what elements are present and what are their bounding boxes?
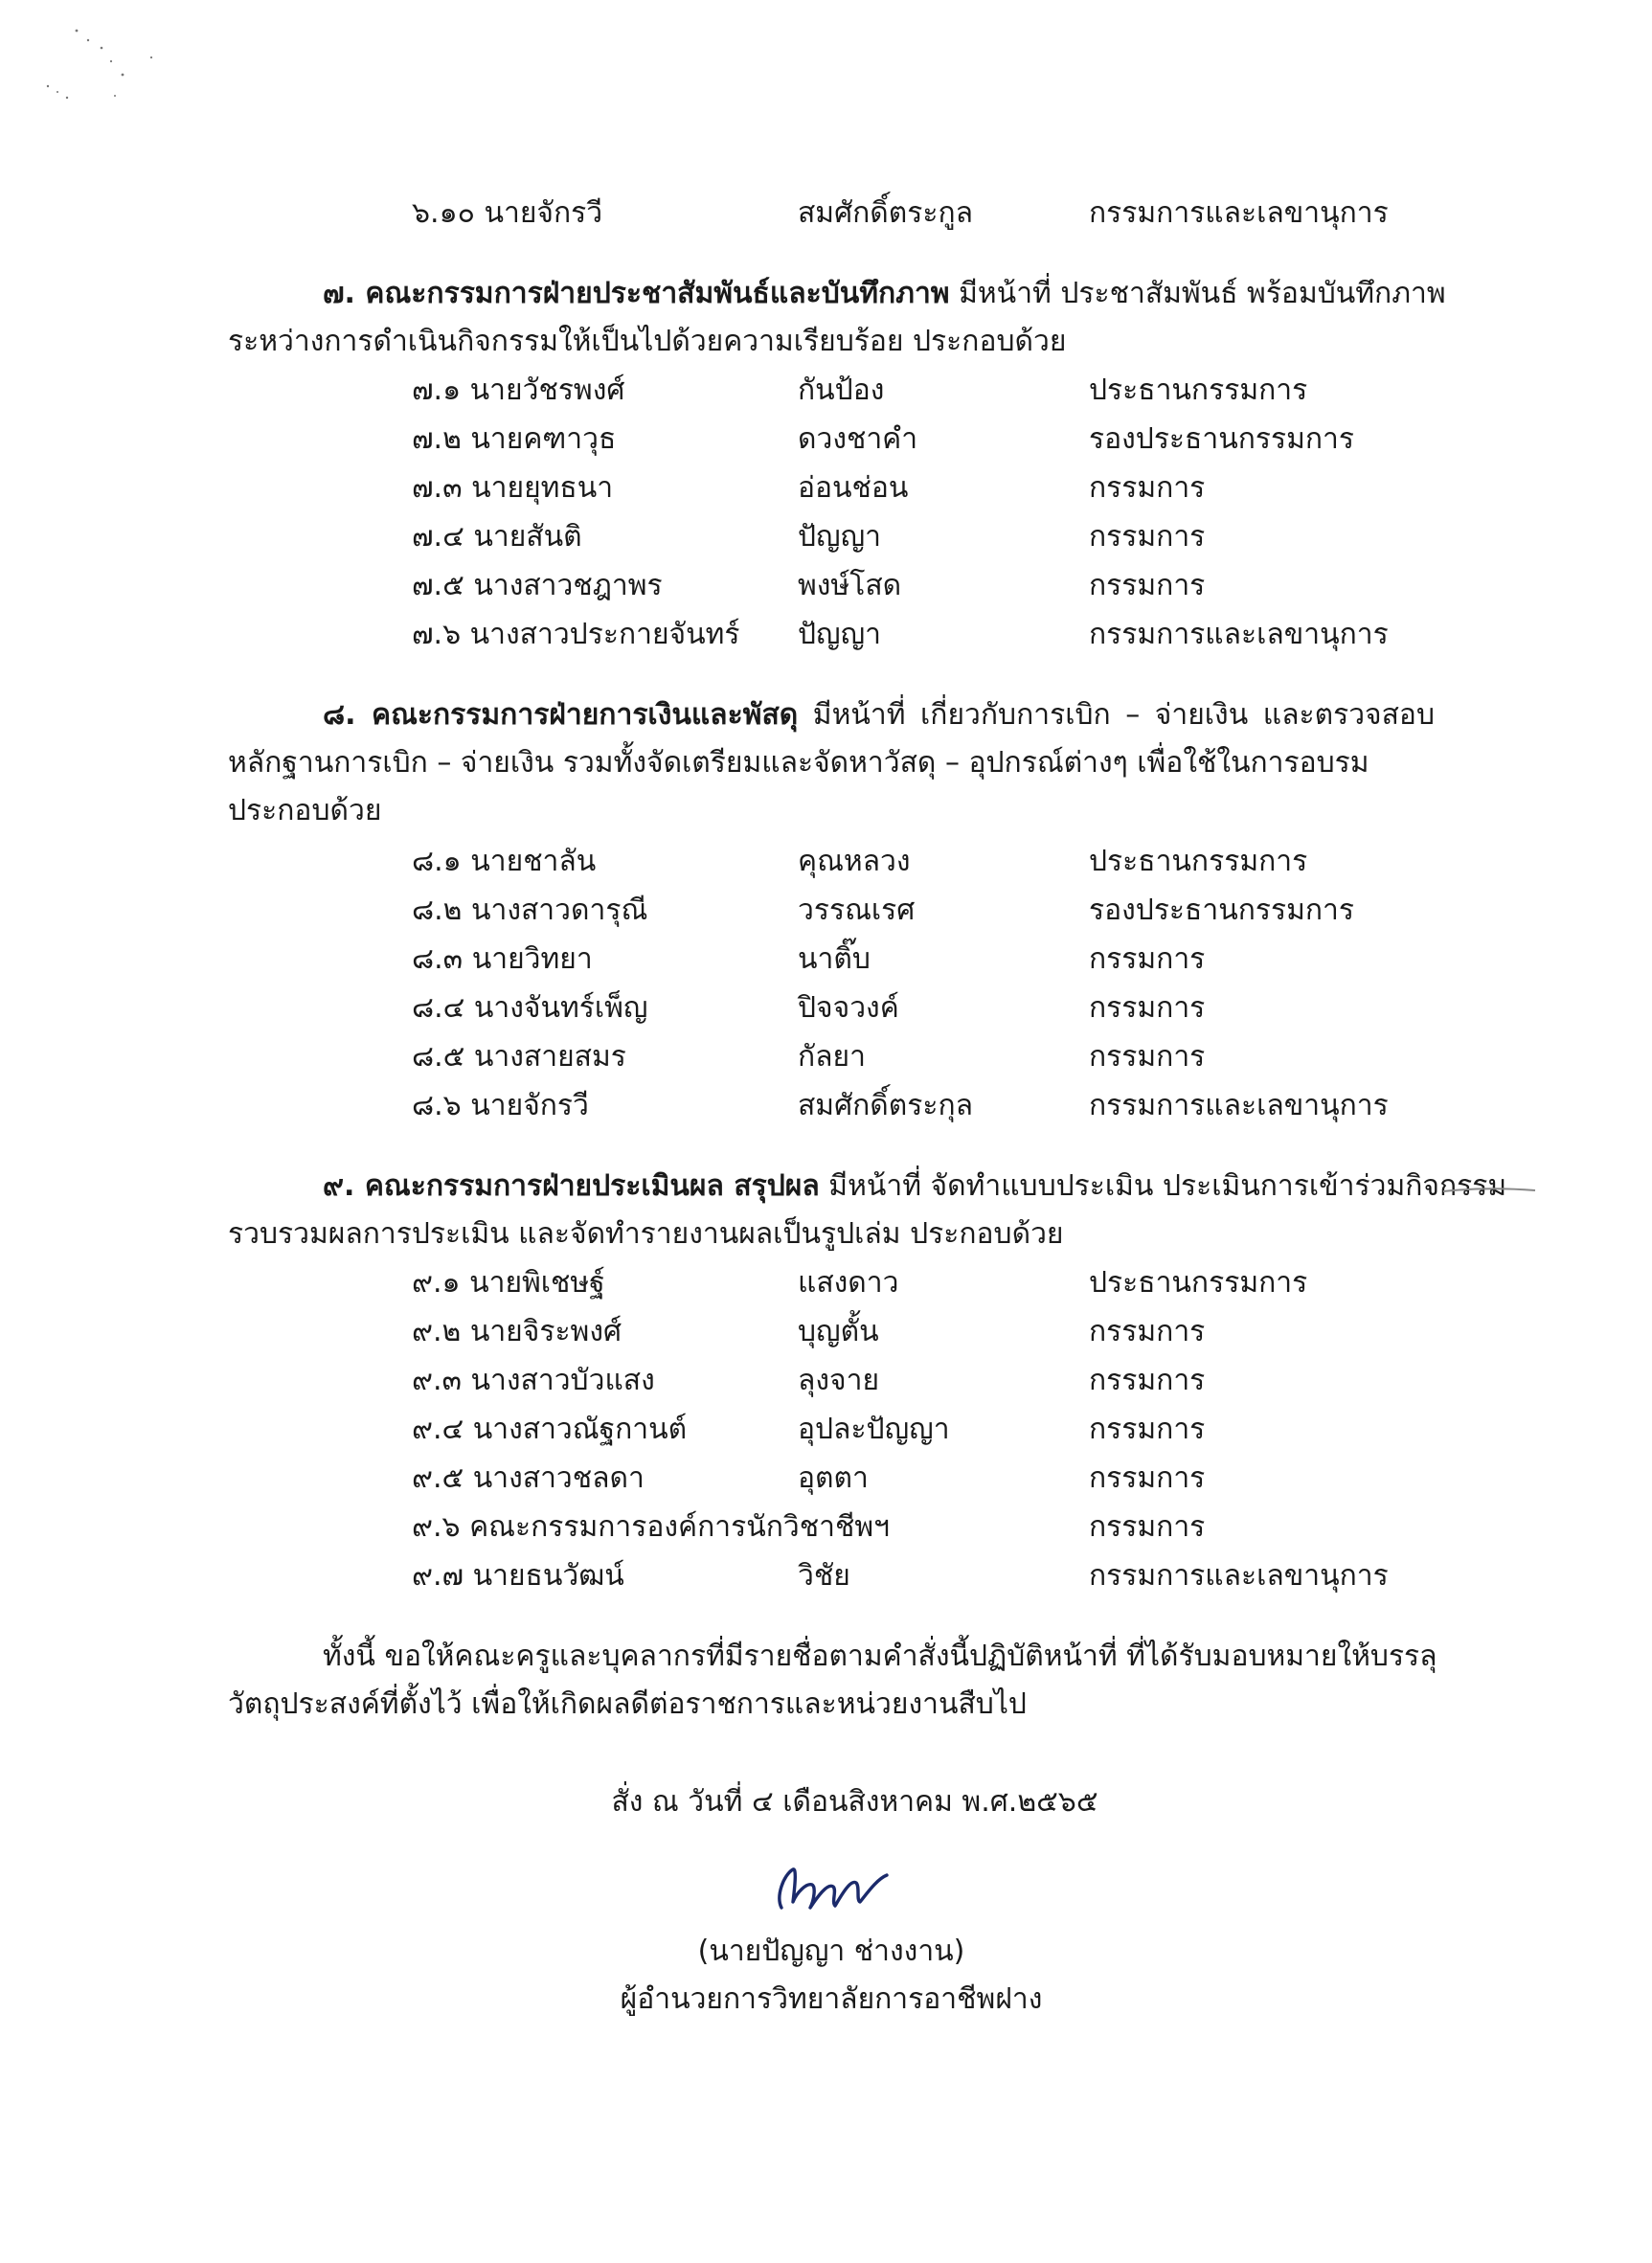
section-9-line-2: รวบรวมผลการประเมิน และจัดทำรายงานผลเป็นรูปเล่ม ประกอบด้วย bbox=[228, 1217, 1064, 1251]
member-name: ๗.๖ นางสาวประกายจันทร์ bbox=[412, 618, 740, 651]
section-9-paragraph bbox=[228, 1163, 1507, 1258]
member-surname: ปัญญา bbox=[798, 520, 882, 554]
section-8-line-3: ประกอบด้วย bbox=[228, 794, 382, 827]
signer-position: ผู้อำนวยการวิทยาลัยการอาชีพฝาง bbox=[620, 1982, 1043, 2016]
member-name: ๘.๒ นางสาวดารุณี bbox=[412, 894, 648, 927]
member-surname: นาติ๊บ bbox=[798, 942, 871, 976]
member-name: ๙.๔ นางสาวณัฐกานต์ bbox=[412, 1413, 688, 1446]
member-surname: ดวงชาคำ bbox=[798, 422, 918, 456]
member-name: ๗.๓ นายยุทธนา bbox=[412, 471, 614, 505]
member-role: กรรมการ bbox=[1089, 1461, 1206, 1495]
section-8-heading: ๘. คณะกรรมการฝ่ายการเงินและพัสดุ bbox=[323, 698, 799, 732]
closing-line-2: วัตถุประสงค์ที่ตั้งไว้ เพื่อให้เกิดผลดีต่อราชการและหน่วยงานสืบไป bbox=[228, 1687, 1027, 1721]
member-role: กรรมการ bbox=[1089, 1413, 1206, 1446]
member-name: ๘.๔ นางจันทร์เพ็ญ bbox=[412, 991, 648, 1025]
member-surname: บุญตั้น bbox=[798, 1315, 879, 1348]
member-name: ๙.๒ นายจิระพงศ์ bbox=[412, 1315, 622, 1348]
member-role: กรรมการและเลขานุการ bbox=[1089, 196, 1389, 230]
member-role: รองประธานกรรมการ bbox=[1089, 422, 1355, 456]
member-role: กรรมการ bbox=[1089, 520, 1206, 554]
member-surname: คุณหลวง bbox=[798, 845, 911, 878]
member-surname: วิชัย bbox=[798, 1559, 850, 1593]
signer-name: (นายปัญญา ช่างงาน) bbox=[697, 1935, 965, 1968]
order-date: สั่ง ณ วันที่ ๔ เดือนสิงหาคม พ.ศ.๒๕๖๕ bbox=[611, 1785, 1098, 1819]
section-7-heading: ๗. คณะกรรมการฝ่ายประชาสัมพันธ์และบันทึกภาพ bbox=[323, 277, 950, 310]
member-name: ๙.๗ นายธนวัฒน์ bbox=[412, 1559, 624, 1593]
member-name: ๘.๑ นายชาลัน bbox=[412, 845, 597, 878]
section-8-duty: มีหน้าที่ เกี่ยวกับการเบิก – จ่ายเงิน และตรวจสอบ bbox=[798, 698, 1435, 732]
member-name: ๖.๑๐ นายจักรวี bbox=[412, 196, 603, 230]
member-surname: กันป้อง bbox=[798, 373, 885, 407]
member-role: ประธานกรรมการ bbox=[1089, 373, 1308, 407]
member-surname: สมศักดิ์ตระกุล bbox=[798, 1089, 974, 1122]
member-role: กรรมการ bbox=[1089, 1040, 1206, 1074]
member-role: กรรมการและเลขานุการ bbox=[1089, 1089, 1389, 1122]
member-role: กรรมการ bbox=[1089, 1510, 1206, 1544]
member-role: รองประธานกรรมการ bbox=[1089, 894, 1355, 927]
member-name: ๙.๖ คณะกรรมการองค์การนักวิชาชีพฯ bbox=[412, 1510, 890, 1544]
member-name: ๗.๔ นายสันติ bbox=[412, 520, 582, 554]
member-role: กรรมการและเลขานุการ bbox=[1089, 1559, 1389, 1593]
section-7-line-2: ระหว่างการดำเนินกิจกรรมให้เป็นไปด้วยความเรียบร้อย ประกอบด้วย bbox=[228, 325, 1067, 358]
member-name: ๗.๒ นายคฑาวุธ bbox=[412, 422, 617, 456]
member-role: กรรมการ bbox=[1089, 1315, 1206, 1348]
section-7-paragraph bbox=[228, 270, 1446, 366]
member-name: ๘.๖ นายจักรวี bbox=[412, 1089, 589, 1122]
member-surname: ลุงจาย bbox=[798, 1364, 880, 1397]
member-name: ๘.๕ นางสายสมร bbox=[412, 1040, 626, 1074]
section-9-duty: มีหน้าที่ จัดทำแบบประเมิน ประเมินการเข้าร่วมกิจกรรม bbox=[819, 1169, 1507, 1203]
member-name: ๘.๓ นายวิทยา bbox=[412, 942, 593, 976]
member-name: ๗.๕ นางสาวชฎาพร bbox=[412, 569, 663, 602]
member-surname: อุปละปัญญา bbox=[798, 1413, 950, 1446]
member-name: ๙.๕ นางสาวชลดา bbox=[412, 1461, 645, 1495]
member-surname: วรรณเรศ bbox=[798, 894, 916, 927]
member-role: กรรมการ bbox=[1089, 1364, 1206, 1397]
member-role: กรรมการ bbox=[1089, 569, 1206, 602]
section-7-duty: มีหน้าที่ ประชาสัมพันธ์ พร้อมบันทึกภาพ bbox=[949, 277, 1446, 310]
member-role: ประธานกรรมการ bbox=[1089, 1266, 1308, 1300]
scan-speck-marks bbox=[19, 19, 163, 115]
member-surname: อ่อนช่อน bbox=[798, 471, 909, 505]
member-surname: ปิจจวงค์ bbox=[798, 991, 899, 1025]
member-role: กรรมการ bbox=[1089, 471, 1206, 505]
member-role: กรรมการและเลขานุการ bbox=[1089, 618, 1389, 651]
closing-line-1: ทั้งนี้ ขอให้คณะครูและบุคลากรที่มีรายชื่อตามคำสั่งนี้ปฏิบัติหน้าที่ ที่ได้รับมอบหมายให้บรรลุ bbox=[323, 1640, 1437, 1673]
member-role: กรรมการ bbox=[1089, 991, 1206, 1025]
member-name: ๗.๑ นายวัชรพงศ์ bbox=[412, 373, 625, 407]
handwritten-signature bbox=[764, 1858, 898, 1925]
section-8-line-2: หลักฐานการเบิก – จ่ายเงิน รวมทั้งจัดเตรียมและจัดหาวัสดุ – อุปกรณ์ต่างๆ เพื่อใช้ในการอบรม bbox=[228, 746, 1369, 780]
member-name: ๙.๑ นายพิเชษฐ์ bbox=[412, 1266, 605, 1300]
member-surname: ปัญญา bbox=[798, 618, 882, 651]
member-surname: พงษ์โสด bbox=[798, 569, 902, 602]
member-surname: สมศักดิ์ตระกูล bbox=[798, 196, 974, 230]
section-9-heading: ๙. คณะกรรมการฝ่ายประเมินผล สรุปผล bbox=[323, 1169, 820, 1203]
member-surname: อุตตา bbox=[798, 1461, 869, 1495]
member-role: กรรมการ bbox=[1089, 942, 1206, 976]
section-8-paragraph bbox=[228, 691, 1435, 835]
scan-stroke-mark bbox=[1441, 1184, 1537, 1199]
member-name: ๙.๓ นางสาวบัวแสง bbox=[412, 1364, 655, 1397]
member-role: ประธานกรรมการ bbox=[1089, 845, 1308, 878]
member-surname: แสงดาว bbox=[798, 1266, 899, 1300]
closing-paragraph bbox=[228, 1633, 1435, 1729]
member-surname: กัลยา bbox=[798, 1040, 866, 1074]
